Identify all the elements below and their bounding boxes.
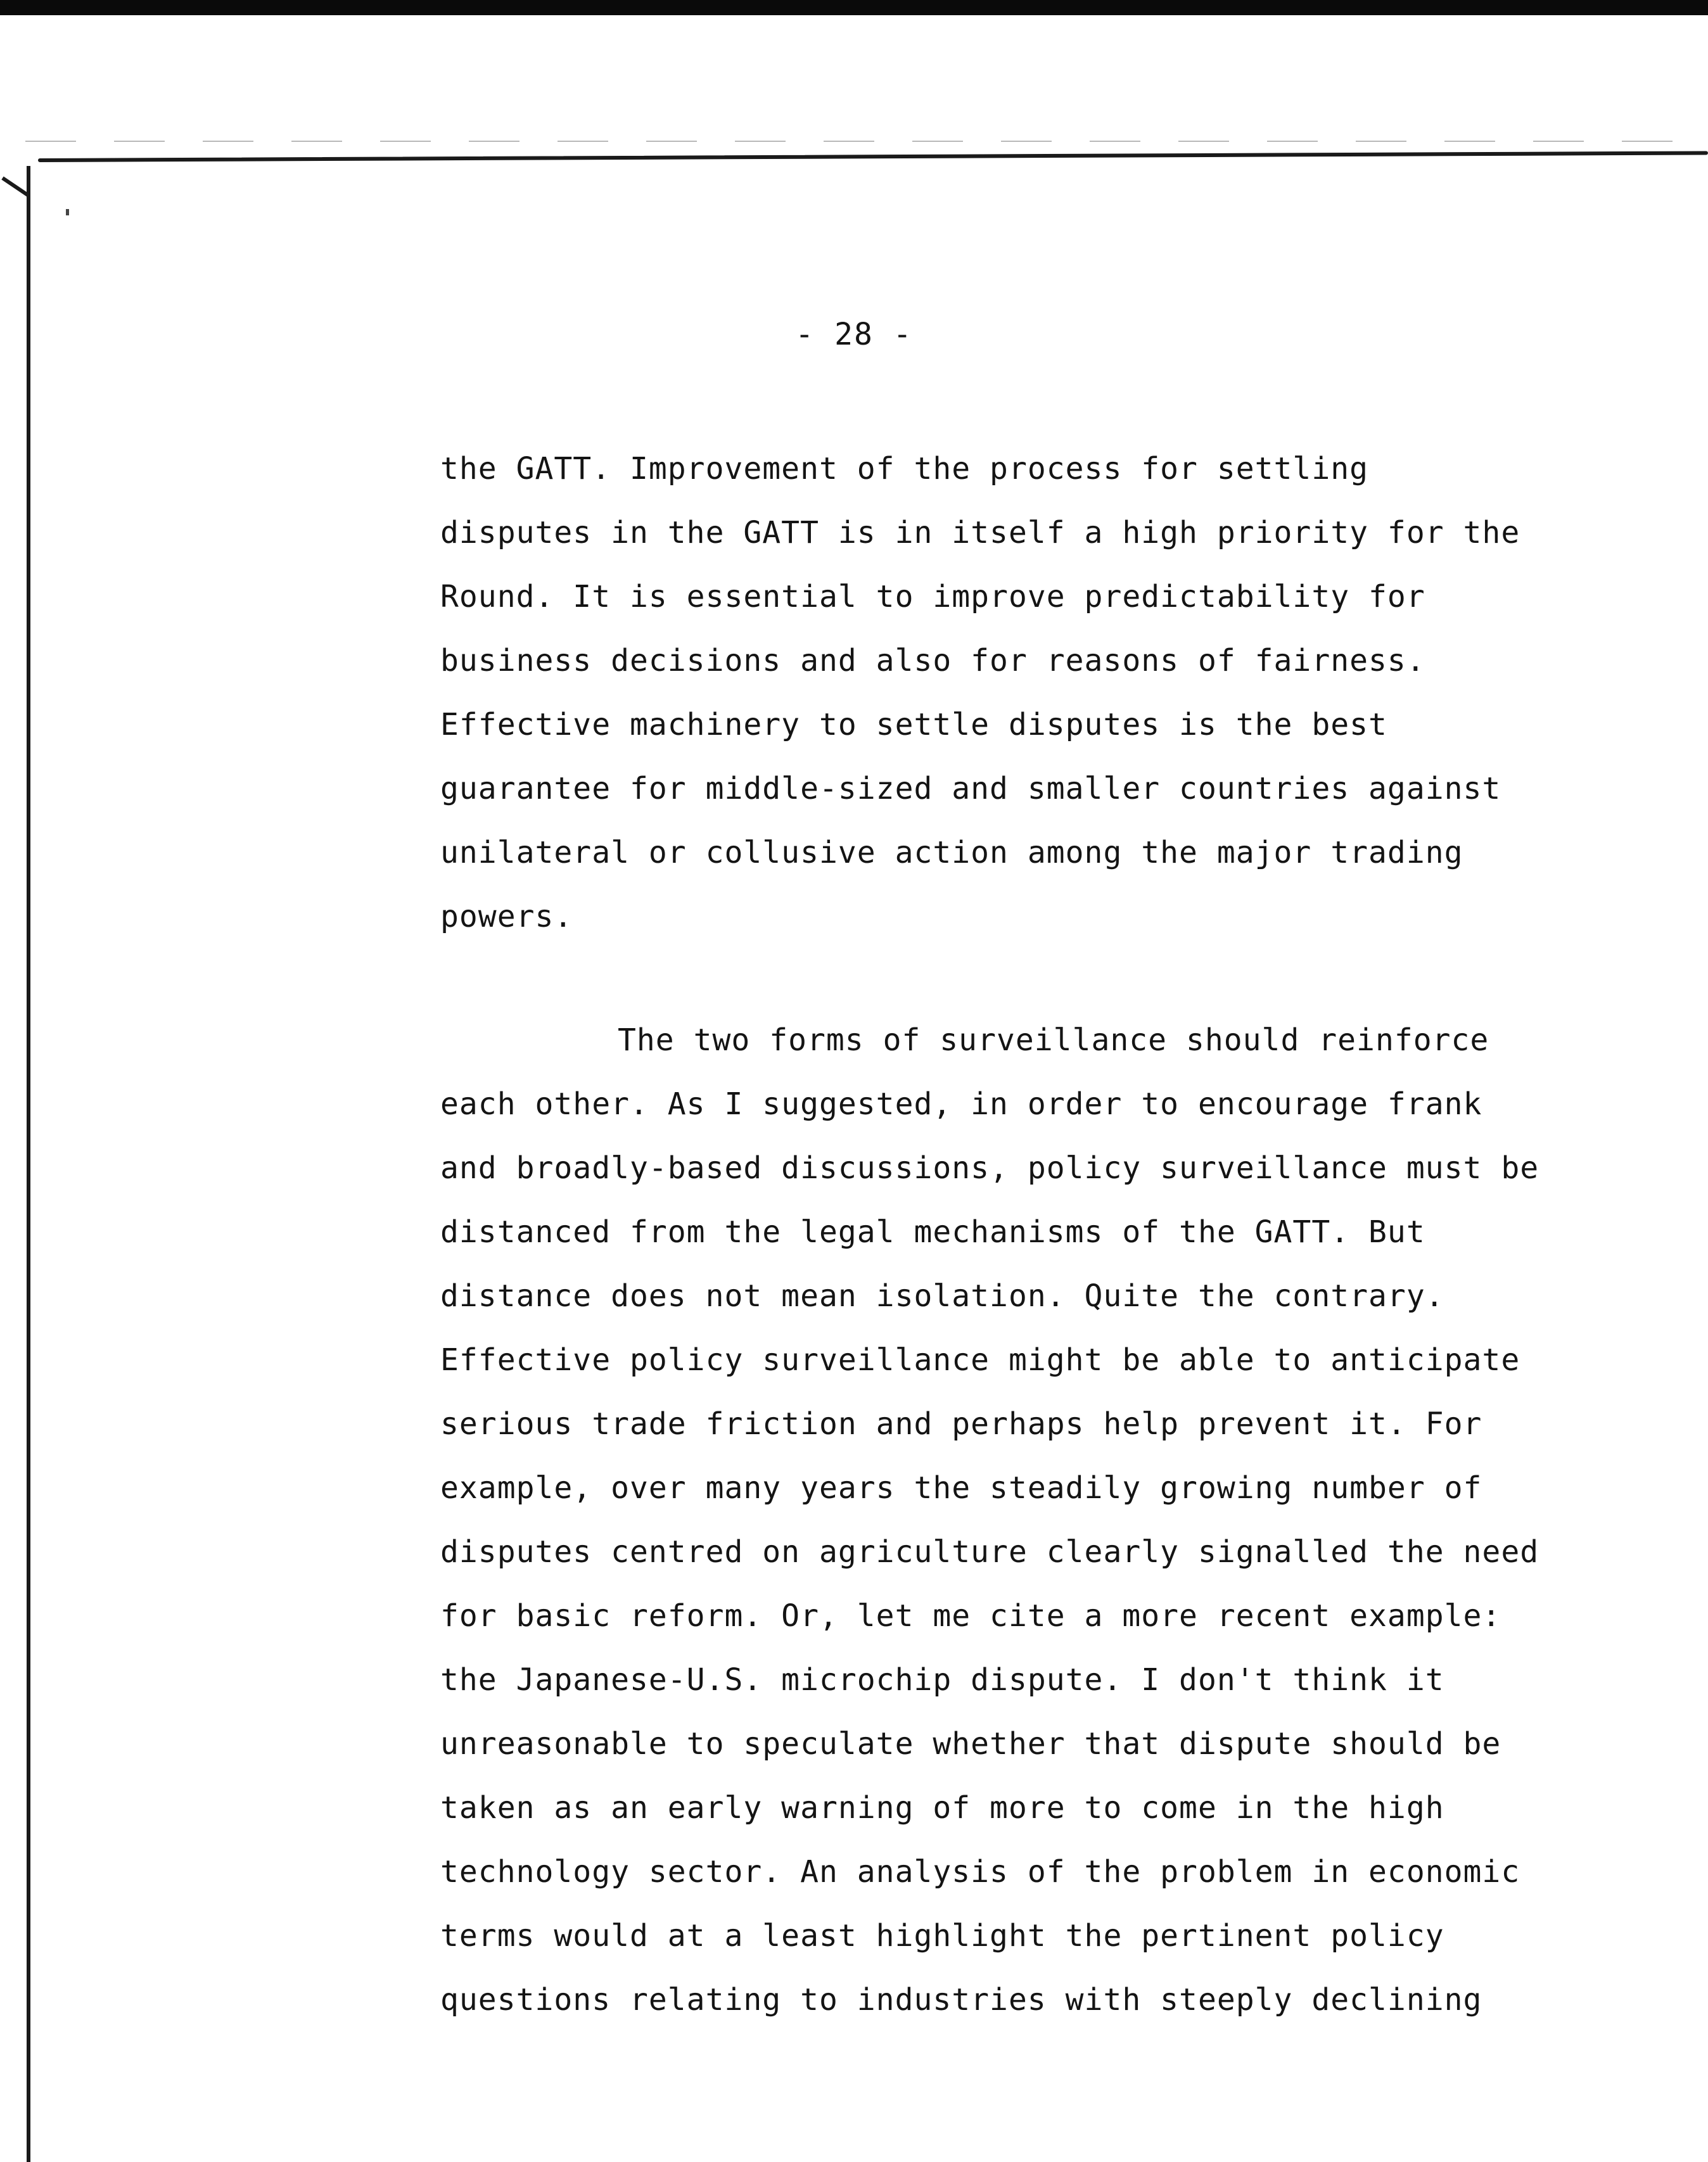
scan-faint-line [25,141,1673,142]
scan-paper-corner [1,177,29,197]
text-line: Effective policy surveillance might be able to anticipate [440,1342,1520,1378]
scan-paper-edge-left [27,166,30,2162]
scan-speck [66,209,69,215]
text-line: terms would at a least highlight the pertinent policy [440,1918,1444,1954]
text-line: for basic reform. Or, let me cite a more recent example: [440,1598,1501,1634]
text-line: technology sector. An analysis of the problem in economic [440,1854,1520,1890]
text-line: the Japanese-U.S. microchip dispute. I don't think it [440,1662,1444,1698]
text-line: business decisions and also for reasons of fairness. [440,643,1425,678]
text-line: distance does not mean isolation. Quite the contrary. [440,1278,1444,1314]
text-line: guarantee for middle-sized and smaller countries against [440,771,1501,806]
text-line: unreasonable to speculate whether that dispute should be [440,1726,1501,1762]
text-line: each other. As I suggested, in order to encourage frank [440,1086,1482,1122]
text-line: Round. It is essential to improve predictability for [440,579,1425,614]
text-line: distanced from the legal mechanisms of the GATT. But [440,1214,1425,1250]
text-line: The two forms of surveillance should reinforce [618,1022,1489,1058]
text-line: example, over many years the steadily growing number of [440,1470,1482,1506]
text-line: taken as an early warning of more to come in the high [440,1790,1444,1826]
text-line: disputes centred on agriculture clearly signalled the need [440,1534,1539,1570]
page-number: - 28 - [795,317,913,352]
scan-top-border [0,0,1708,15]
text-line: powers. [440,899,573,934]
scan-paper-edge-top [38,151,1708,162]
text-line: unilateral or collusive action among the major trading [440,835,1463,870]
text-line: disputes in the GATT is in itself a high priority for the [440,515,1520,550]
text-line: Effective machinery to settle disputes is the best [440,707,1387,742]
text-line: and broadly-based discussions, policy surveillance must be [440,1150,1539,1186]
paragraph-1 [440,437,1644,949]
paragraph-2 [440,1008,1644,2032]
text-line: serious trade friction and perhaps help prevent it. For [440,1406,1482,1442]
text-line: the GATT. Improvement of the process for settling [440,451,1369,486]
text-line: questions relating to industries with steeply declining [440,1982,1482,2018]
